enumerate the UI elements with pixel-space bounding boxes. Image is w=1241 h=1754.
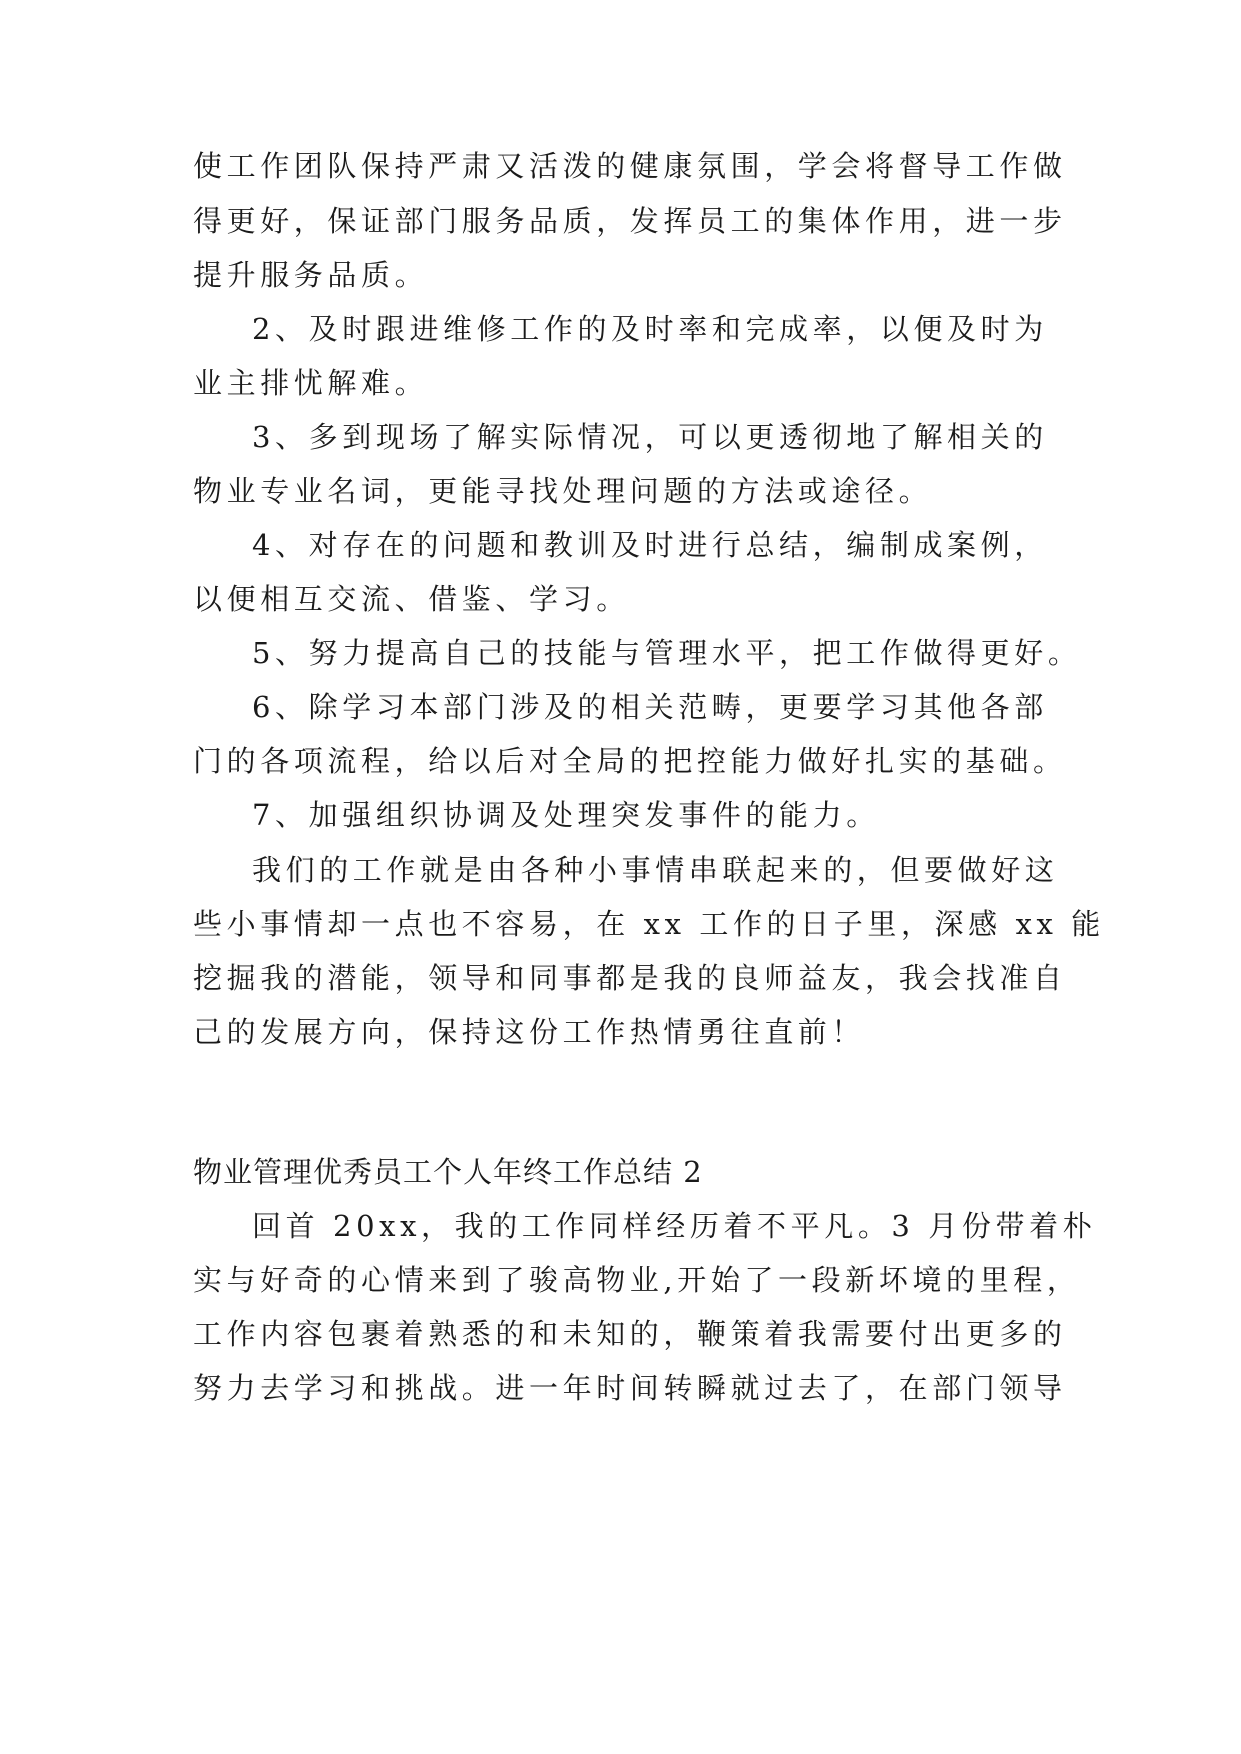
list-item-7: 7、加强组织协调及处理突发事件的能力。 (252, 798, 880, 832)
closing-paragraph-line: 挖掘我的潜能，领导和同事都是我的良师益友，我会找准自 (193, 961, 1067, 995)
paragraph-line: 使工作团队保持严肃又活泼的健康氛围，学会将督导工作做 (193, 149, 1067, 183)
list-item-5: 5、努力提高自己的技能与管理水平，把工作做得更好。 (252, 636, 1082, 670)
closing-paragraph-line: 些小事情却一点也不容易，在 xx 工作的日子里，深感 xx 能 (193, 907, 1105, 941)
paragraph-line: 提升服务品质。 (193, 258, 429, 292)
section-2-paragraph-line: 回首 20xx，我的工作同样经历着不平凡。3 月份带着朴 (252, 1209, 1097, 1243)
paragraph-line: 得更好，保证部门服务品质，发挥员工的集体作用，进一步 (193, 204, 1067, 238)
list-item-4: 4、对存在的问题和教训及时进行总结，编制成案例， (252, 528, 1048, 562)
list-item-2-cont: 业主排忧解难。 (193, 366, 429, 400)
closing-paragraph-line: 己的发展方向，保持这份工作热情勇往直前！ (193, 1015, 866, 1049)
list-item-3: 3、多到现场了解实际情况，可以更透彻地了解相关的 (252, 420, 1048, 454)
section-2-title: 物业管理优秀员工个人年终工作总结 2 (193, 1155, 703, 1189)
closing-paragraph-line: 我们的工作就是由各种小事情串联起来的，但要做好这 (252, 853, 1059, 887)
list-item-6-cont: 门的各项流程，给以后对全局的把控能力做好扎实的基础。 (193, 744, 1067, 778)
list-item-2: 2、及时跟进维修工作的及时率和完成率，以便及时为 (252, 312, 1048, 346)
section-2-paragraph-line: 努力去学习和挑战。进一年时间转瞬就过去了，在部门领导 (193, 1371, 1067, 1405)
section-2-paragraph-line: 工作内容包裹着熟悉的和未知的，鞭策着我需要付出更多的 (193, 1317, 1067, 1351)
section-2-paragraph-line: 实与好奇的心情来到了骏高物业,开始了一段新坏境的里程， (193, 1263, 1081, 1297)
list-item-6: 6、除学习本部门涉及的相关范畴，更要学习其他各部 (252, 690, 1048, 724)
list-item-3-cont: 物业专业名词，更能寻找处理问题的方法或途径。 (193, 474, 933, 508)
list-item-4-cont: 以便相互交流、借鉴、学习。 (193, 582, 630, 616)
